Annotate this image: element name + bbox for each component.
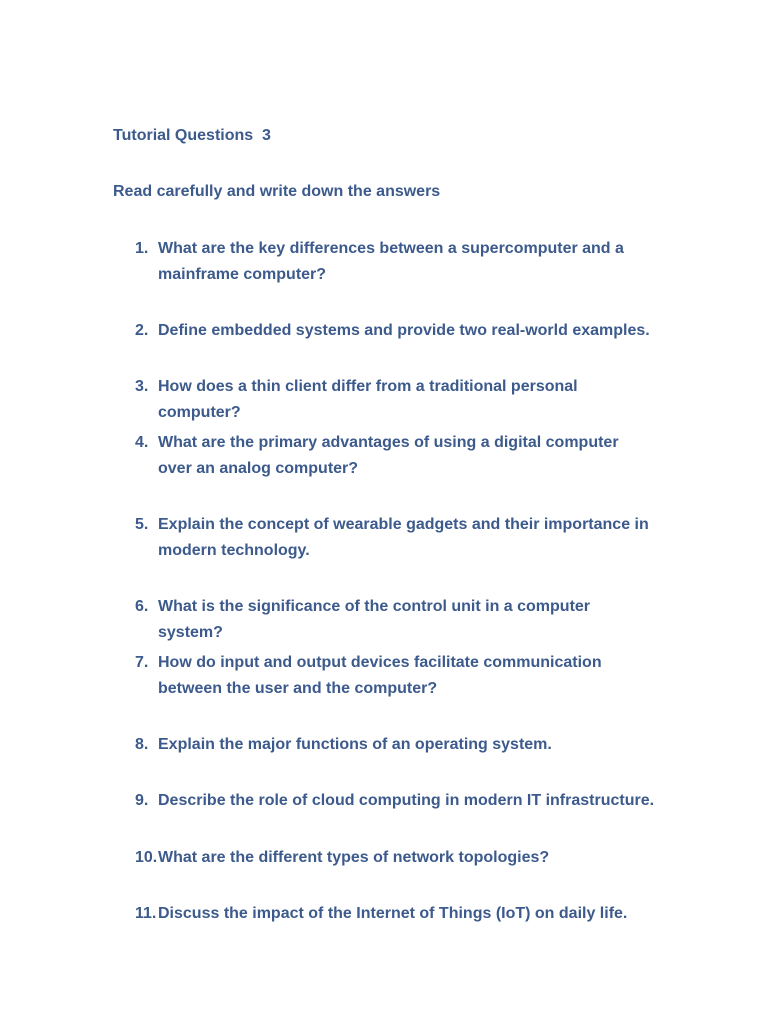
- question-text: Explain the major functions of an operating system.: [158, 736, 552, 753]
- question-text: What is the significance of the control unit in a computer system?: [158, 598, 591, 641]
- question-number: 3.: [135, 378, 149, 395]
- question-item: [135, 845, 655, 871]
- question-text: What are the key differences between a supercomputer and a mainframe computer?: [158, 240, 624, 283]
- question-text: Discuss the impact of the Internet of Things (IoT) on daily life.: [158, 905, 628, 922]
- question-item: [135, 430, 655, 482]
- question-number: 9.: [135, 792, 149, 809]
- question-item: [135, 236, 655, 288]
- question-number: 10.: [135, 849, 158, 866]
- question-number: 2.: [135, 322, 149, 339]
- question-text: How do input and output devices facilitate communication between the user and the computer?: [158, 654, 602, 697]
- question-number: 6.: [135, 598, 149, 615]
- question-item: [135, 788, 655, 814]
- question-item: [135, 374, 655, 426]
- document-instruction: Read carefully and write down the answers: [113, 183, 441, 200]
- question-text: How does a thin client differ from a traditional personal computer?: [158, 378, 578, 421]
- question-item: [135, 732, 655, 758]
- question-text: Describe the role of cloud computing in modern IT infrastructure.: [158, 792, 655, 809]
- question-item: [135, 901, 655, 927]
- document-title: Tutorial Questions 3: [113, 127, 271, 144]
- question-item: [135, 512, 655, 564]
- question-text: Define embedded systems and provide two real-world examples.: [158, 322, 650, 339]
- question-number: 8.: [135, 736, 149, 753]
- question-text: What are the different types of network topologies?: [158, 849, 550, 866]
- question-text: Explain the concept of wearable gadgets and their importance in modern technology.: [158, 516, 649, 559]
- question-number: 7.: [135, 654, 149, 671]
- question-text: What are the primary advantages of using a digital computer over an analog computer?: [158, 434, 619, 477]
- question-number: 5.: [135, 516, 149, 533]
- question-item: [135, 650, 655, 702]
- question-number: 11.: [135, 905, 157, 922]
- question-item: [135, 594, 655, 646]
- question-item: [135, 318, 655, 344]
- question-number: 4.: [135, 434, 149, 451]
- question-number: 1.: [135, 240, 149, 257]
